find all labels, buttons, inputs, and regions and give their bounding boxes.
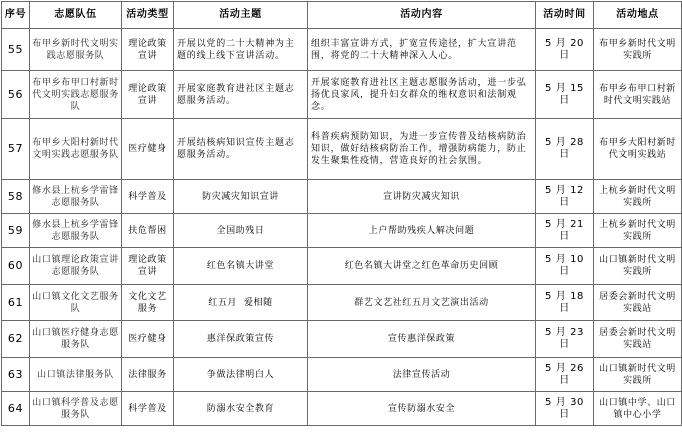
cell-theme: 全国助残日 <box>174 214 308 248</box>
cell-content: 红色名镇大讲堂之红色革命历史回顾 <box>308 248 536 285</box>
cell-place: 布甲乡布甲口村新时代文明实践站 <box>594 71 682 119</box>
cell-theme: 红五月 爱相随 <box>174 285 308 321</box>
cell-theme: 防溺水安全教育 <box>174 392 308 426</box>
cell-theme: 开展以党的二十大精神为主题的线上线下宣讲活动。 <box>174 29 308 71</box>
cell-content: 群艺文艺社红五月文艺演出活动 <box>308 285 536 321</box>
cell-content: 开展家庭教育进社区主题志愿服务活动，进一步弘扬优良家风，提升妇女群众的维权意识和法制观念。 <box>308 71 536 119</box>
cell-time: 5 月 26 日 <box>536 358 594 392</box>
cell-num: 64 <box>2 392 30 426</box>
table-row <box>2 248 682 285</box>
cell-theme: 红色名镇大讲堂 <box>174 248 308 285</box>
cell-time: 5 月 23 日 <box>536 321 594 358</box>
cell-content: 法律宣传活动 <box>308 358 536 392</box>
cell-type: 扶危帮困 <box>122 214 174 248</box>
table-row <box>2 180 682 214</box>
cell-theme: 开展家庭教育进社区主题志愿服务活动。 <box>174 71 308 119</box>
cell-theme: 防灾减灾知识宣讲 <box>174 180 308 214</box>
cell-team: 山口镇医疗健身志愿服务队 <box>30 321 122 358</box>
cell-time: 5 月 28 日 <box>536 119 594 180</box>
cell-place: 居委会新时代文明实践站 <box>594 321 682 358</box>
header-num: 序号 <box>2 2 30 29</box>
cell-place: 居委会新时代文明实践站 <box>594 285 682 321</box>
header-place: 活动地点 <box>594 2 682 29</box>
table-row <box>2 285 682 321</box>
cell-content: 科普疾病预防知识，为进一步宣传普及结核病防治知识，做好结核病防治工作，增强防病能力，防止发生聚集性疫情，营造良好的社会氛围。 <box>308 119 536 180</box>
cell-num: 61 <box>2 285 30 321</box>
cell-num: 60 <box>2 248 30 285</box>
cell-place: 山口镇新时代文明实践所 <box>594 248 682 285</box>
cell-content: 宣传防溺水安全 <box>308 392 536 426</box>
table-row <box>2 214 682 248</box>
header-theme: 活动主题 <box>174 2 308 29</box>
cell-content: 组织丰富宣讲方式，扩宽宣传途径，扩大宣讲范围，将党的二十大精神深入人心。 <box>308 29 536 71</box>
cell-type: 科学普及 <box>122 392 174 426</box>
table-row <box>2 392 682 426</box>
cell-team: 修水县上杭乡学雷锋志愿服务队 <box>30 214 122 248</box>
cell-place: 布甲乡大阳村新时代文明实践站 <box>594 119 682 180</box>
table-row <box>2 119 682 180</box>
cell-place: 山口镇中学、山口镇中心小学 <box>594 392 682 426</box>
cell-type: 法律服务 <box>122 358 174 392</box>
cell-type: 医疗健身 <box>122 119 174 180</box>
cell-theme: 惠洋保政策宣传 <box>174 321 308 358</box>
cell-type: 理论政策宣讲 <box>122 71 174 119</box>
table-row <box>2 29 682 71</box>
cell-team: 山口镇理论政策宣讲志愿服务队 <box>30 248 122 285</box>
cell-place: 上杭乡新时代文明实践所 <box>594 214 682 248</box>
header-type: 活动类型 <box>122 2 174 29</box>
table-row <box>2 358 682 392</box>
cell-time: 5 月 15 日 <box>536 71 594 119</box>
cell-team: 修水县上杭乡学雷锋志愿服务队 <box>30 180 122 214</box>
cell-time: 5 月 10 日 <box>536 248 594 285</box>
cell-num: 57 <box>2 119 30 180</box>
cell-type: 文化文艺服务 <box>122 285 174 321</box>
cell-content: 宣讲防灾减灾知识 <box>308 180 536 214</box>
table-row <box>2 321 682 358</box>
cell-num: 62 <box>2 321 30 358</box>
cell-num: 59 <box>2 214 30 248</box>
cell-type: 科学普及 <box>122 180 174 214</box>
table-header-row <box>2 2 682 29</box>
cell-place: 上杭乡新时代文明实践所 <box>594 180 682 214</box>
cell-time: 5 月 30 日 <box>536 392 594 426</box>
cell-team: 山口镇文化文艺服务队 <box>30 285 122 321</box>
table-row <box>2 71 682 119</box>
header-team: 志愿队伍 <box>30 2 122 29</box>
cell-team: 山口镇科学普及志愿服务队 <box>30 392 122 426</box>
cell-content: 宣传惠洋保政策 <box>308 321 536 358</box>
cell-theme: 开展结核病知识宣传主题志愿服务活动。 <box>174 119 308 180</box>
header-content: 活动内容 <box>308 2 536 29</box>
header-time: 活动时间 <box>536 2 594 29</box>
cell-num: 63 <box>2 358 30 392</box>
cell-team: 山口镇法律服务队 <box>30 358 122 392</box>
cell-type: 理论政策宣讲 <box>122 248 174 285</box>
cell-team: 布甲乡新时代文明实践志愿服务队 <box>30 29 122 71</box>
cell-team: 布甲乡大阳村新时代文明实践志愿服务队 <box>30 119 122 180</box>
cell-num: 58 <box>2 180 30 214</box>
cell-team: 布甲乡布甲口村新时代文明实践志愿服务队 <box>30 71 122 119</box>
cell-time: 5 月 18 日 <box>536 285 594 321</box>
cell-place: 布甲乡新时代文明实践所 <box>594 29 682 71</box>
cell-time: 5 月 20 日 <box>536 29 594 71</box>
cell-theme: 争做法律明白人 <box>174 358 308 392</box>
cell-place: 山口镇新时代文明实践所 <box>594 358 682 392</box>
cell-num: 55 <box>2 29 30 71</box>
cell-num: 56 <box>2 71 30 119</box>
volunteer-activity-table <box>1 1 682 426</box>
cell-type: 医疗健身 <box>122 321 174 358</box>
cell-time: 5 月 21 日 <box>536 214 594 248</box>
cell-type: 理论政策宣讲 <box>122 29 174 71</box>
cell-time: 5 月 12 日 <box>536 180 594 214</box>
cell-content: 上户帮助残疾人解决问题 <box>308 214 536 248</box>
